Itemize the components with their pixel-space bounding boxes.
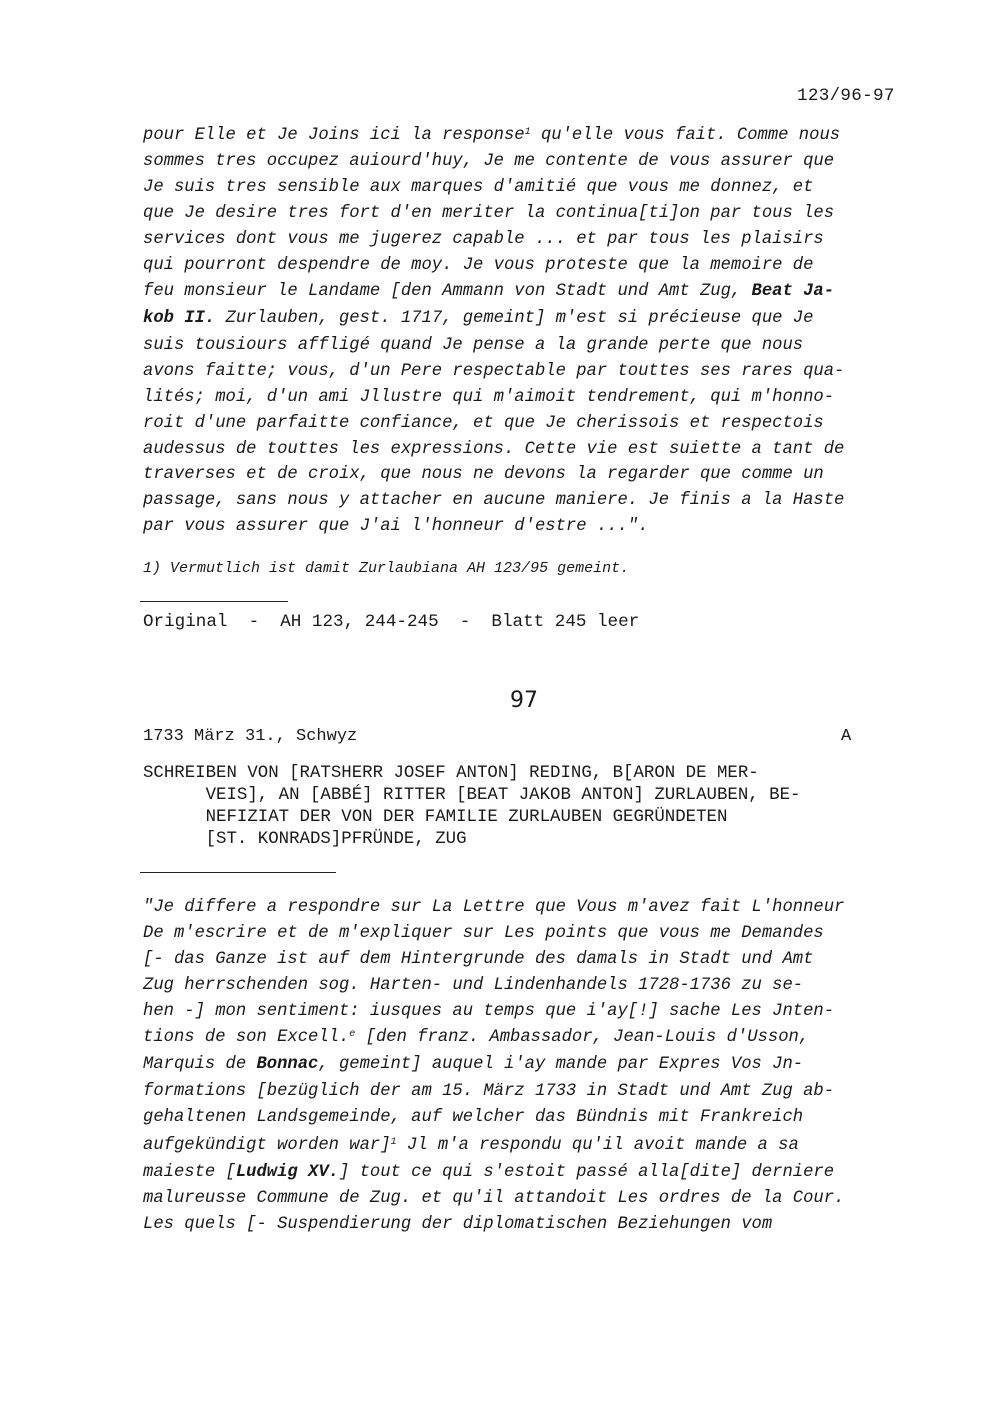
text-line: lités; moi, d'un ami Jllustre qui m'aimoit tendrement, qui m'honno- — [143, 388, 835, 407]
divider — [140, 872, 336, 873]
text-line: qui pourront despendre de moy. Je vous proteste que la memoire de — [143, 256, 814, 275]
text-line: feu monsieur le Landame [den Ammann von Stadt und Amt Zug, Beat Ja- — [143, 282, 835, 301]
footnote-ref: 1 — [524, 127, 531, 138]
text-line: Les quels [- Suspendierung der diplomatischen Beziehungen vom — [143, 1215, 773, 1234]
person-name-bold: Beat Ja- — [751, 282, 835, 301]
document-type-letter: A — [841, 727, 852, 746]
text-line: Zug herrschenden sog. Harten- und Lindenhandels 1728-1736 zu se- — [143, 976, 804, 995]
original-source-note: Original - AH 123, 244-245 - Blatt 245 leer — [143, 612, 640, 632]
text-line: avons faitte; vous, d'un Pere respectable par touttes ses rares qua- — [143, 362, 845, 381]
text-line: suis tousiours affligé quand Je pense a la grande perte que nous — [143, 336, 804, 355]
text-line: tions de son Excell.$^e$ [den franz. Ambassador, Jean-Louis d'Usson, — [143, 1028, 810, 1047]
title-line: SCHREIBEN VON [RATSHERR JOSEF ANTON] REDING, B[ARON DE MER- — [143, 764, 759, 783]
text-line: De m'escrire et de m'expliquer sur Les points que vous me Demandes — [143, 924, 824, 943]
text-line: que Je desire tres fort d'en meriter la continua[ti]on par tous les — [143, 204, 835, 223]
text-line: pour Elle et Je Joins ici la response$^1$ qu'elle vous fait. Comme nous — [143, 126, 841, 145]
footnote: 1) Vermutlich ist damit Zurlaubiana AH 123/95 gemeint. — [143, 560, 630, 577]
footnote-ref: 1 — [390, 1137, 397, 1148]
text-line: formations [bezüglich der am 15. März 1733 in Stadt und Amt Zug ab- — [143, 1082, 835, 1101]
text-line: aufgekündigt worden war]$^1$ Jl m'a respondu qu'il avoit mande a sa — [143, 1136, 799, 1155]
title-line: VEIS], AN [ABBÉ] RITTER [BEAT JAKOB ANTON] ZURLAUBEN, BE- — [143, 786, 801, 805]
text-line: services dont vous me jugerez capable ... et par tous les plaisirs — [143, 230, 824, 249]
page-number: 123/96-97 — [797, 86, 895, 106]
superscript: e — [349, 1029, 356, 1040]
text-line: passage, sans nous y attacher en aucune maniere. Je finis a la Haste — [143, 491, 845, 510]
text-line: traverses et de croix, que nous ne devons la regarder que comme un — [143, 465, 824, 484]
text-line: [- das Ganze ist auf dem Hintergrunde des damals in Stadt und Amt — [143, 950, 814, 969]
title-line: NEFIZIAT DER VON DER FAMILIE ZURLAUBEN GEGRÜNDETEN — [143, 808, 728, 827]
text-line: malureusse Commune de Zug. et qu'il attandoit Les ordres de la Cour. — [143, 1189, 845, 1208]
text-line: audessus de touttes les expressions. Cette vie est suiette a tant de — [143, 440, 845, 459]
title-line: [ST. KONRADS]PFRÜNDE, ZUG — [143, 830, 467, 849]
person-name-bold: Ludwig XV. — [235, 1163, 339, 1182]
text-line: sommes tres occupez auiourd'huy, Je me contente de vous assurer que — [143, 152, 835, 171]
text-line: Je suis tres sensible aux marques d'amitié que vous me donnez, et — [143, 178, 814, 197]
divider — [140, 601, 288, 602]
person-name-bold: kob II. — [143, 309, 216, 328]
date-place: 1733 März 31., Schwyz — [143, 727, 358, 746]
text-line: "Je differe a respondre sur La Lettre que Vous m'avez fait L'honneur — [143, 898, 845, 917]
text-line: gehaltenen Landsgemeinde, auf welcher das Bündnis mit Frankreich — [143, 1108, 804, 1127]
text-line: kob II. Zurlauben, gest. 1717, gemeint] m'est si précieuse que Je — [143, 309, 814, 328]
text-line: maieste [Ludwig XV.] tout ce qui s'estoit passé alla[dite] derniere — [143, 1163, 835, 1182]
text-line: hen -] mon sentiment: iusques au temps que i'ay[!] sache Les Jnten- — [143, 1002, 835, 1021]
text-line: roit d'une parfaitte confiance, et que Je cherissois et respectois — [143, 414, 824, 433]
text-line: Marquis de Bonnac, gemeint] auquel i'ay mande par Expres Vos Jn- — [143, 1055, 804, 1074]
text-line: par vous assurer que J'ai l'honneur d'estre ...". — [143, 517, 649, 536]
document-number: 97 — [510, 688, 538, 713]
person-name-bold: Bonnac — [256, 1055, 319, 1074]
